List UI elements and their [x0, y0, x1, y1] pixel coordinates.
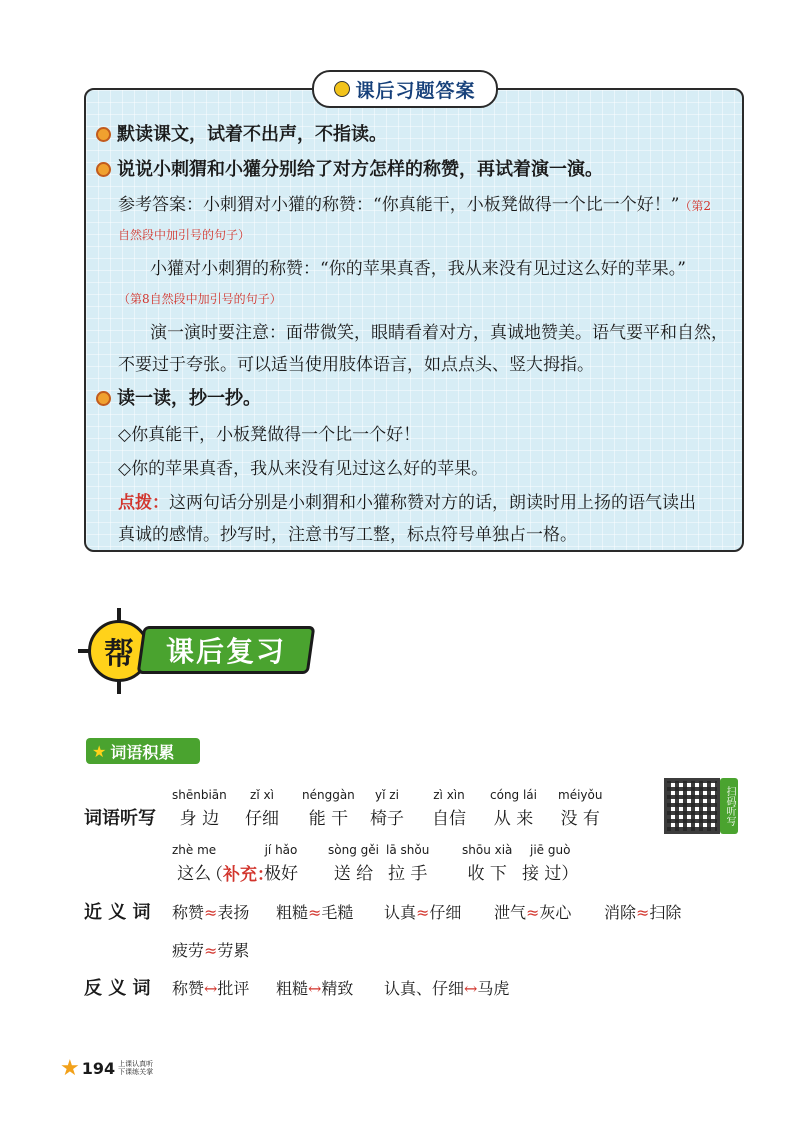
pinyin: lā shǒu — [386, 843, 430, 857]
tip-line-1: 点拨：这两句话分别是小刺猬和小獾称赞对方的话，朗读时用上扬的语气读出 — [118, 493, 696, 513]
hanzi: 收 下 — [467, 864, 507, 884]
hanzi: 从 来 — [493, 809, 534, 829]
word-pair — [172, 938, 249, 961]
help-badge: 帮 — [88, 620, 150, 682]
pair-word-a: 消除 — [604, 903, 637, 922]
word-pair — [276, 900, 353, 923]
answer-title-banner — [312, 70, 498, 108]
pinyin: yǐ zi — [375, 788, 399, 802]
dictation-word — [370, 788, 404, 829]
answer-2-note-2: （第8自然段中加引号的句子） — [118, 292, 282, 306]
supplement-marker — [206, 860, 274, 885]
pinyin: jiē guò — [529, 843, 571, 857]
dictation-word — [462, 843, 512, 884]
review-title-bar — [137, 626, 316, 674]
hanzi: 仔细 — [245, 809, 279, 829]
pinyin: jí hǎo — [264, 843, 298, 857]
dictation-word — [386, 843, 429, 884]
pair-word-b: 精致 — [321, 979, 354, 998]
pair-word-b: 表扬 — [217, 903, 250, 922]
dictation-word — [522, 843, 578, 884]
pair-word-a: 粗糙 — [276, 979, 309, 998]
pair-word-b: 仔细 — [429, 903, 462, 922]
pair-word-a: 称赞 — [172, 903, 205, 922]
pair-word-a: 粗糙 — [276, 903, 309, 922]
qr-label: 扫码听写 — [720, 778, 738, 834]
dictation-word — [432, 788, 466, 829]
supplement-label: 补充： — [223, 865, 274, 885]
star-icon: ★ — [60, 1055, 80, 1081]
pair-word-b: 扫除 — [649, 903, 682, 922]
pair-word-a: 称赞 — [172, 979, 205, 998]
word-pair — [494, 900, 571, 923]
pair-word-a: 泄气 — [494, 903, 527, 922]
answer-2-line-2: 小獾对小刺猬的称赞：“你的苹果真香，我从来没有见过这么好的苹果。” — [150, 259, 686, 279]
pair-symbol: ≈ — [636, 903, 650, 922]
pinyin: zhè me — [172, 843, 217, 857]
pair-word-b: 毛糙 — [321, 903, 354, 922]
pinyin: shōu xià — [462, 843, 513, 857]
hanzi: 极好 — [264, 864, 298, 884]
hanzi: 接 过） — [522, 864, 579, 884]
dictation-word — [302, 788, 355, 829]
lightbulb-icon — [334, 81, 350, 97]
pair-symbol: ↔ — [464, 979, 478, 998]
dictation-word — [558, 788, 602, 829]
pinyin: shēnbiān — [172, 788, 227, 802]
pair-word-a: 认真、仔细 — [384, 979, 465, 998]
pair-word-b: 批评 — [217, 979, 250, 998]
hanzi: 拉 手 — [387, 864, 428, 884]
hanzi: 没 有 — [560, 809, 600, 829]
hanzi: 自信 — [432, 809, 466, 829]
question-marker-icon — [96, 127, 111, 142]
dictation-word — [245, 788, 279, 829]
pair-word-b: 马虎 — [477, 979, 510, 998]
question-marker-icon — [96, 391, 111, 406]
question-marker-icon — [96, 162, 111, 177]
hanzi: 送 给 — [333, 864, 374, 884]
pair-word-a: 认真 — [384, 903, 417, 922]
pinyin: méiyǒu — [558, 788, 603, 802]
pinyin: sòng gěi — [328, 843, 379, 857]
question-1: 默读课文，试着不出声，不指读。 — [96, 120, 387, 146]
pair-symbol: ≈ — [526, 903, 540, 922]
word-pair — [384, 976, 509, 999]
pair-symbol: ↔ — [308, 979, 322, 998]
qr-code[interactable] — [664, 778, 720, 834]
dictation-label: 词语听写 — [84, 808, 156, 829]
answer-title: 课后习题答案 — [355, 79, 476, 102]
antonym-label: 反 义 词 — [84, 978, 151, 999]
vocab-tag: ★ 词语积累 — [86, 738, 200, 764]
question-2: 说说小刺猬和小獾分别给了对方怎样的称赞，再试着演一演。 — [96, 155, 603, 181]
star-icon: ★ — [92, 741, 107, 761]
word-pair — [384, 900, 461, 923]
hanzi: 身 边 — [179, 809, 220, 829]
question-3: 读一读，抄一抄。 — [96, 384, 261, 410]
answer-3-line-2: ◇你的苹果真香，我从来没有见过这么好的苹果。 — [118, 459, 489, 479]
answer-3-line-1: ◇你真能干，小板凳做得一个比一个好！ — [118, 425, 421, 445]
answer-2-line-3: 演一演时要注意：面带微笑，眼睛看着对方，真诚地赞美。语气要平和自然， — [150, 323, 728, 343]
paren-open: （ — [206, 865, 223, 885]
pinyin: cóng lái — [490, 788, 537, 802]
page-slogan: 上课认真听 下课练关掌 — [118, 1060, 154, 1076]
hanzi: 能 干 — [308, 809, 349, 829]
pinyin: zì xìn — [433, 788, 465, 802]
answer-2-line-1: 参考答案：小刺猬对小獾的称赞：“你真能干，小板凳做得一个比一个好！”（第2 — [118, 195, 712, 215]
page-badge — [60, 1056, 162, 1080]
pair-symbol: ≈ — [308, 903, 322, 922]
answer-2-note-1: 自然段中加引号的句子） — [118, 228, 251, 242]
hanzi: 这么 — [177, 864, 212, 884]
tip-line-2: 真诚的感情。抄写时，注意书写工整，标点符号单独占一格。 — [118, 525, 577, 545]
dictation-word — [172, 788, 227, 829]
answer-2-line-4: 不要过于夸张。可以适当使用肢体语言，如点点头、竖大拇指。 — [118, 355, 594, 375]
pinyin: nénggàn — [302, 788, 355, 802]
page-number: 194 — [81, 1058, 116, 1078]
word-pair — [276, 976, 353, 999]
pair-word-a: 疲劳 — [172, 941, 205, 960]
pair-symbol: ≈ — [204, 903, 218, 922]
pair-word-b: 劳累 — [217, 941, 250, 960]
hanzi: 椅子 — [370, 809, 404, 829]
pair-symbol: ≈ — [416, 903, 430, 922]
pair-symbol: ↔ — [204, 979, 218, 998]
pair-symbol: ≈ — [204, 941, 218, 960]
word-pair — [172, 976, 249, 999]
synonym-label: 近 义 词 — [84, 902, 151, 923]
word-pair — [172, 900, 249, 923]
pair-word-b: 灰心 — [539, 903, 572, 922]
dictation-word — [328, 843, 379, 884]
word-pair — [604, 900, 681, 923]
review-title: 课后复习 — [165, 635, 286, 668]
dictation-word — [490, 788, 537, 829]
pinyin: zǐ xì — [250, 788, 274, 802]
